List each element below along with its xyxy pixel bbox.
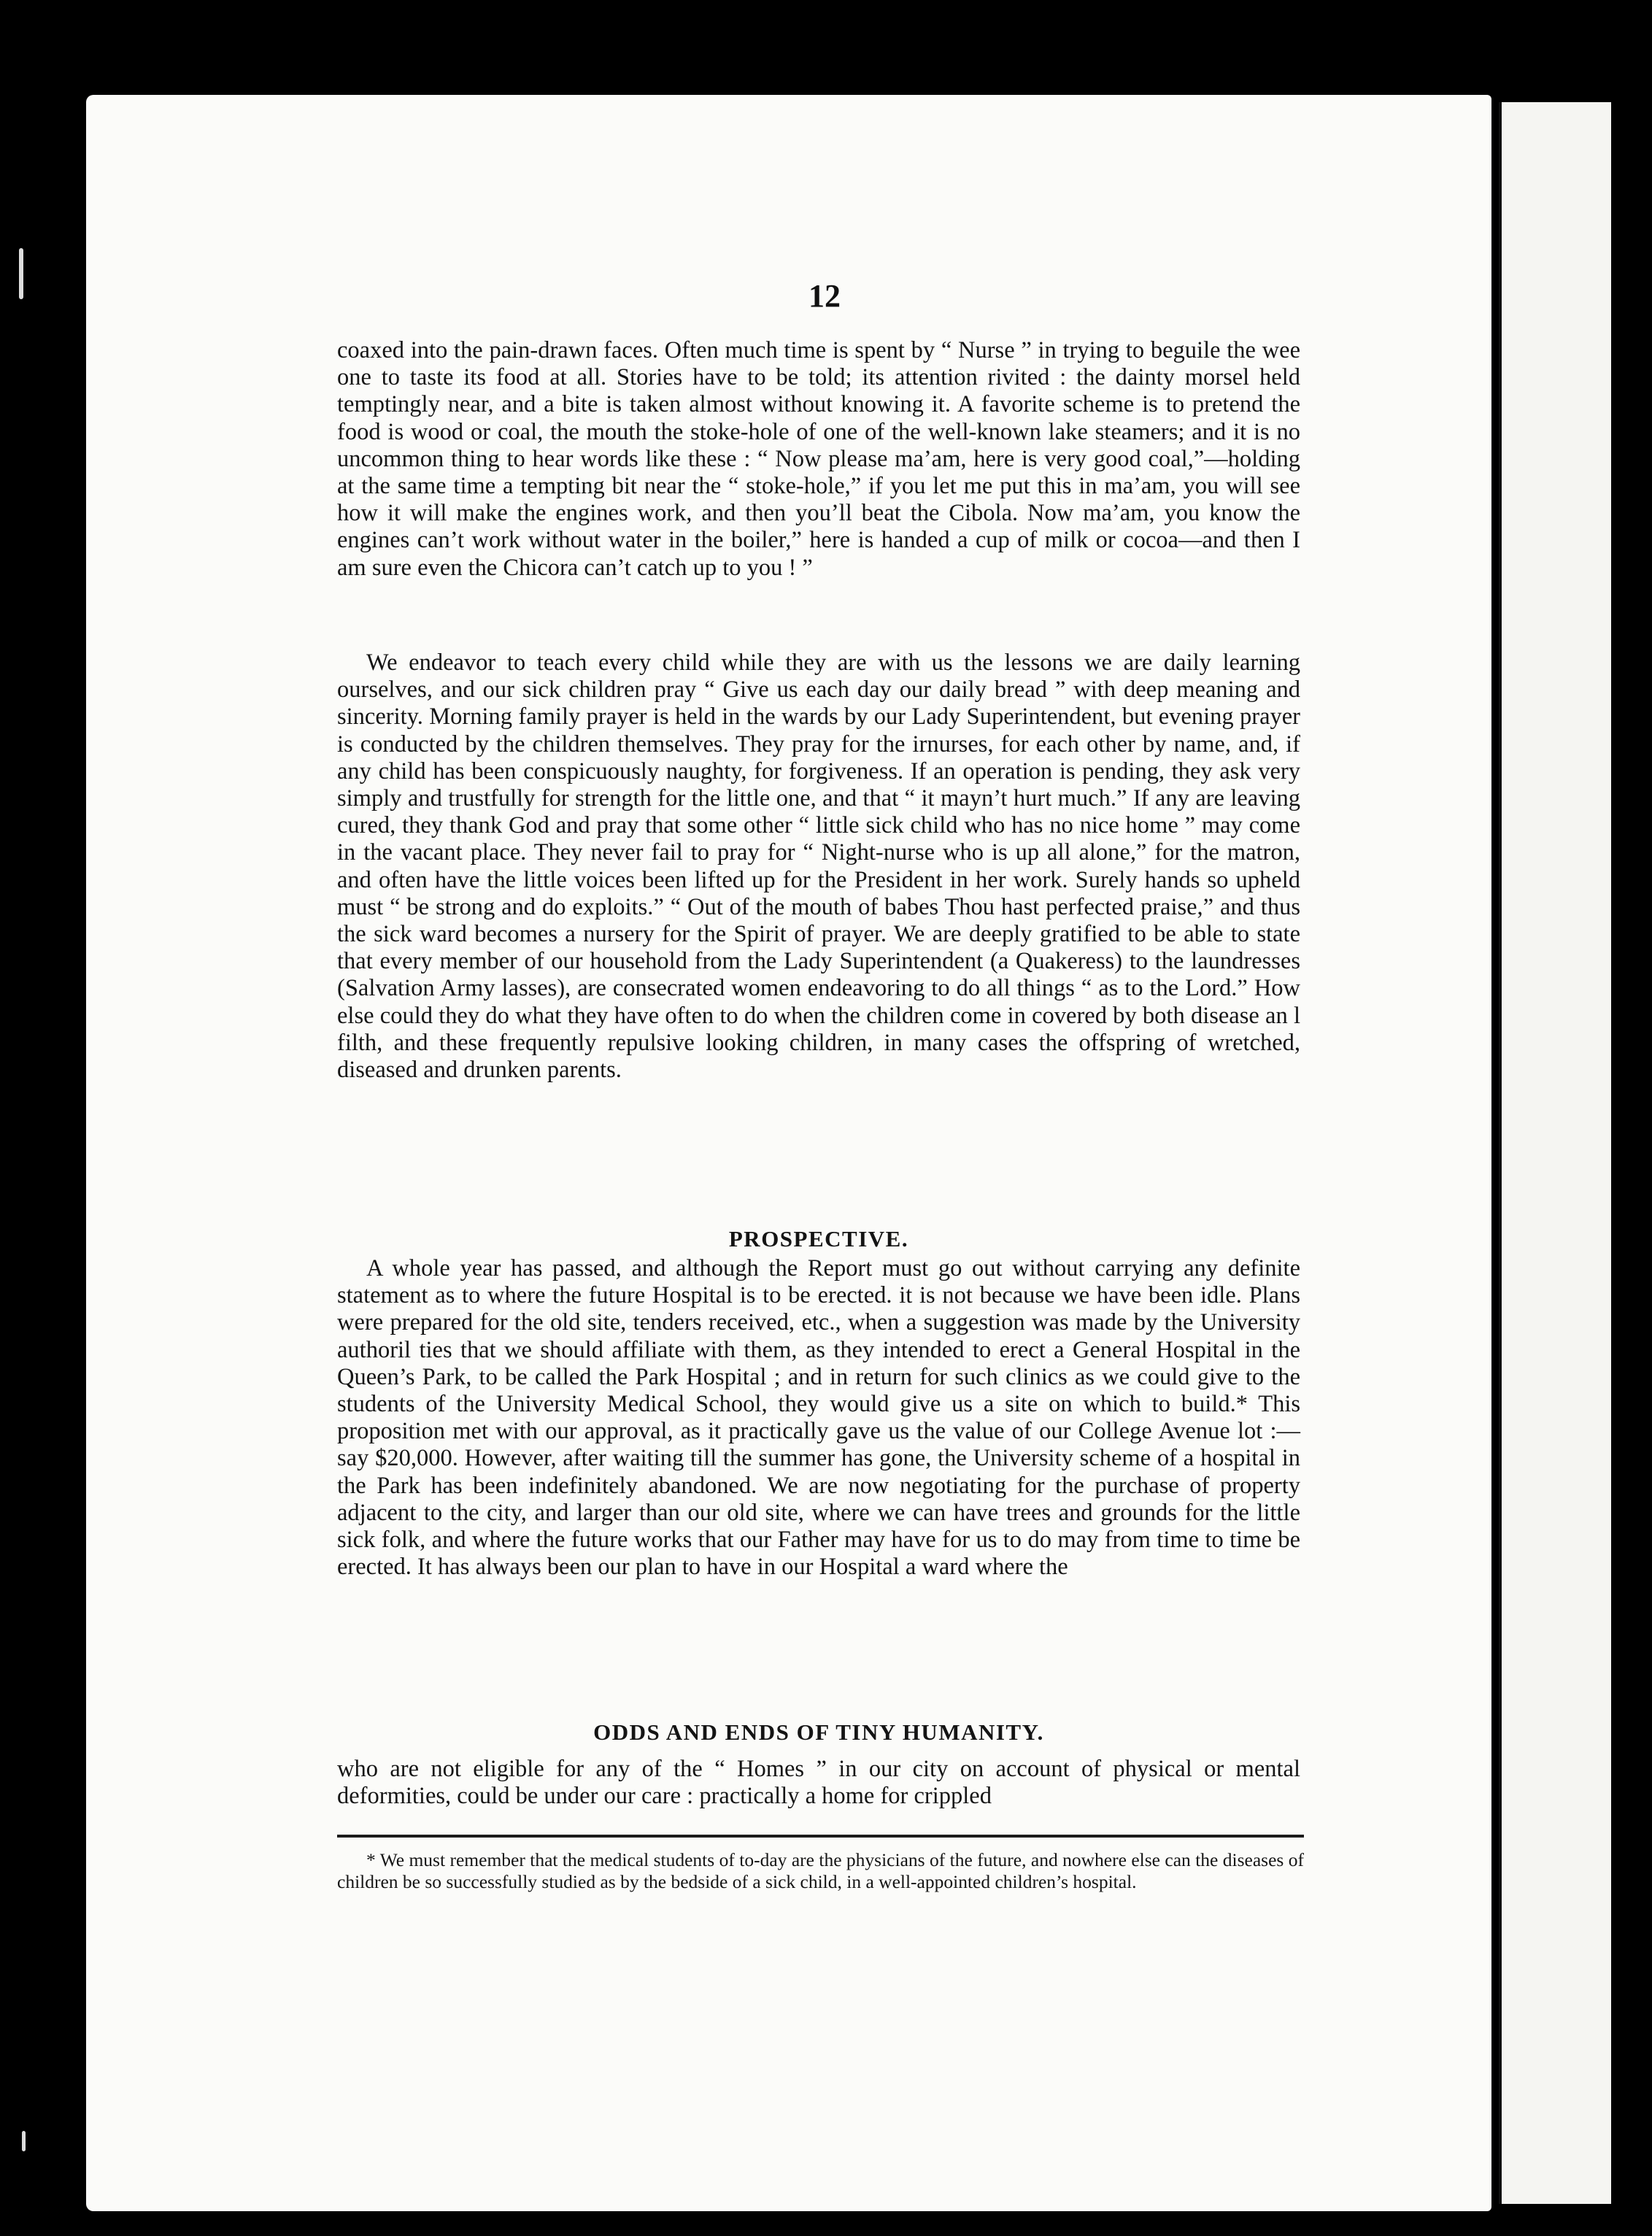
section-heading-odds-and-ends: ODDS AND ENDS OF TINY HUMANITY. [593,1719,1044,1745]
footnote: * We must remember that the medical students of to-day are the physicians of the future, and nowhere else can the diseases of children be so successfully studied as by the bedside of a sick child, in a well-appointed children’s hospital. [337,1849,1304,1892]
binding-mark-top [19,248,23,299]
body-paragraph-1 [337,337,1300,582]
facing-page-edge [1499,102,1611,2204]
paragraph-text: who are not eligible for any of the “ Homes ” in our city on account of physical or mental deformities, could be under our care : practically a home for crippled [337,1756,1300,1810]
binding-mark-bottom [22,2131,26,2151]
paragraph-text: coaxed into the pain-drawn faces. Often much time is spent by “ Nurse ” in trying to beguile the wee one to taste its food at all. Stories have to be told; its attention rivited : the dainty morsel held temptingly near, and a bite is taken almost without knowing it. A favorite scheme is to pretend the food is wood or coal, the mouth the stoke-hole of one of the well-known lake steamers; and it is no uncommon thing to hear words like these : “ Now please ma’am, here is very good coal,”—holding at the same time a tempting bit near the “ stoke-hole,” if you let me put this in ma’am, you will see how it will make the engines work, and then you’ll beat the Cibola. Now ma’am, you know the engines can’t work without water in the boiler,” here is handed a cup of milk or cocoa—and then I am sure even the Chicora can’t catch up to you ! ” [337,337,1300,581]
page-number: 12 [808,278,841,314]
section-heading-prospective: PROSPECTIVE. [728,1226,909,1252]
paragraph-text: A whole year has passed, and although the Report must go out without carrying any definite statement as to where the future Hospital is to be erected. it is not because we have been idle. Plans were prepared for the old site, tenders received, etc., when a suggestion was made by the University authoril ties that we should affiliate with them, as they intended to erect a General Hospital in the Queen’s Park, to be called the Park Hospital ; and in return for such clinics as we could give to the students of the University Medical School, they would give us a site on which to build.* This proposition met with our approval, as it practically gave us the value of our College Avenue lot :—say $20,000. However, after waiting till the summer has gone, the University scheme of a hospital in the Park has been indefinitely abandoned. We are now negotiating for the purchase of property adjacent to the city, and larger than our old site, where we can have trees and grounds for the little sick folk, and where the future works that our Father may have for us to do may from time to time be erected. It has always been our plan to have in our Hospital a ward where the [337,1255,1300,1581]
body-paragraph-3 [337,1255,1300,1581]
body-paragraph-4 [337,1756,1300,1810]
body-paragraph-2 [337,649,1300,1084]
paragraph-text: We endeavor to teach every child while they are with us the lessons we are daily learning ourselves, and our sick children pray “ Give us each day our daily bread ” with deep meaning and sincerity. Morning family prayer is held in the wards by our Lady Superintendent, but evening prayer is conducted by the children themselves. They pray for the irnurses, for each other by name, and, if any child has been conspicuously naughty, for forgiveness. If an operation is pending, they ask very simply and trustfully for strength for the little one, and that “ it mayn’t hurt much.” If any are leaving cured, they thank God and pray that some other “ little sick child who has no nice home ” may come in the vacant place. They never fail to pray for “ Night-nurse who is up all alone,” for the matron, and often have the little voices been lifted up for the President in her work. Surely hands so upheld must “ be strong and do exploits.” “ Out of the mouth of babes Thou hast perfected praise,” and thus the sick ward becomes a nursery for the Spirit of prayer. We are deeply gratified to be able to state that every member of our household from the Lady Superintendent (a Quakeress) to the laundresses (Salvation Army lasses), are consecrated women endeavoring to do all things “ as to the Lord.” How else could they do what they have often to do when the children come in covered by both disease an l filth, and these frequently repulsive looking children, in many cases the offspring of wretched, diseased and drunken parents. [337,649,1300,1084]
footnote-divider [337,1835,1304,1838]
